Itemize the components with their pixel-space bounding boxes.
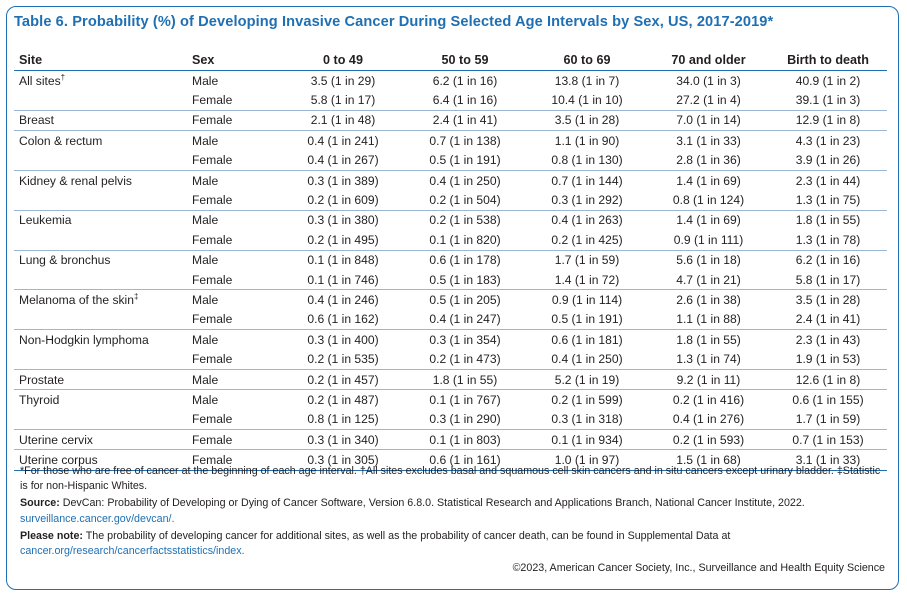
table-body bbox=[14, 71, 887, 471]
cell-0-to-49: 0.1 (1 in 746) bbox=[282, 270, 404, 290]
cell-site bbox=[14, 170, 192, 190]
cell-50-to-59: 0.2 (1 in 538) bbox=[429, 213, 501, 228]
cell-50-to-59: 0.1 (1 in 767) bbox=[429, 392, 501, 407]
cell-0-to-49: 0.3 (1 in 400) bbox=[307, 332, 379, 347]
cell-0-to-49: 3.5 (1 in 29) bbox=[310, 73, 376, 88]
site-name: Uterine corpus bbox=[19, 453, 98, 468]
cell-site bbox=[14, 210, 192, 230]
cell-50-to-59: 0.5 (1 in 191) bbox=[404, 151, 526, 171]
cell-60-to-69: 0.4 (1 in 263) bbox=[551, 213, 623, 228]
cell-0-to-49: 0.4 (1 in 267) bbox=[282, 151, 404, 171]
cell-70-and-older: 0.9 (1 in 111) bbox=[648, 230, 769, 250]
cell-60-to-69: 10.4 (1 in 10) bbox=[526, 90, 648, 110]
cell-50-to-59: 6.2 (1 in 16) bbox=[432, 73, 498, 88]
column-header-50-to-59: 50 to 59 bbox=[404, 50, 526, 71]
cell-50-to-59: 0.4 (1 in 250) bbox=[429, 173, 501, 188]
cell-site bbox=[14, 131, 192, 151]
cell-50-to-59: 0.2 (1 in 473) bbox=[404, 349, 526, 369]
table-row bbox=[14, 210, 887, 230]
cell-site bbox=[14, 270, 192, 290]
footnote-mark: ‡ bbox=[133, 291, 139, 301]
cell-sex: Female bbox=[192, 90, 282, 110]
cell-60-to-69: 0.5 (1 in 191) bbox=[526, 310, 648, 330]
cell-sex: Male bbox=[192, 73, 219, 88]
table-row bbox=[14, 330, 887, 350]
site-name: Melanoma of the skin bbox=[19, 292, 134, 307]
table-row bbox=[14, 131, 887, 151]
site-name: Prostate bbox=[19, 372, 65, 387]
cell-birth-to-death: 39.1 (1 in 3) bbox=[769, 90, 887, 110]
cell-birth-to-death: 3.1 (1 in 33) bbox=[769, 450, 887, 470]
cell-60-to-69: 0.9 (1 in 114) bbox=[551, 292, 623, 307]
cell-sex: Female bbox=[192, 230, 282, 250]
cell-70-and-older: 1.8 (1 in 55) bbox=[676, 332, 741, 347]
source-label: Source: bbox=[20, 497, 60, 510]
cell-0-to-49: 5.8 (1 in 17) bbox=[282, 90, 404, 110]
cell-birth-to-death: 12.6 (1 in 8) bbox=[769, 369, 887, 389]
cell-site bbox=[14, 330, 192, 350]
cell-sex: Male bbox=[192, 173, 219, 188]
cell-50-to-59: 0.7 (1 in 138) bbox=[429, 133, 501, 148]
cell-50-to-59: 0.4 (1 in 247) bbox=[404, 310, 526, 330]
cell-birth-to-death: 40.9 (1 in 2) bbox=[795, 73, 861, 88]
cell-70-and-older: 4.7 (1 in 21) bbox=[648, 270, 769, 290]
column-header-60-to-69: 60 to 69 bbox=[526, 50, 648, 71]
cell-sex: Female bbox=[192, 151, 282, 171]
cell-50-to-59: 0.5 (1 in 205) bbox=[429, 292, 501, 307]
cell-60-to-69: 0.4 (1 in 250) bbox=[526, 349, 648, 369]
cell-site bbox=[14, 71, 192, 91]
probability-table bbox=[14, 50, 887, 471]
cell-site bbox=[14, 290, 192, 310]
cell-sex: Male bbox=[192, 369, 282, 389]
cell-sex: Female bbox=[192, 270, 282, 290]
cell-50-to-59: 0.6 (1 in 178) bbox=[429, 253, 501, 268]
cell-site bbox=[14, 430, 192, 450]
cell-birth-to-death: 0.7 (1 in 153) bbox=[769, 430, 887, 450]
table-row bbox=[14, 270, 887, 290]
copyright: ©2023, American Cancer Society, Inc., Surveillance and Health Equity Science bbox=[512, 562, 885, 574]
cell-60-to-69: 1.1 (1 in 90) bbox=[554, 133, 620, 148]
site-name: Leukemia bbox=[19, 213, 72, 228]
cell-60-to-69: 3.5 (1 in 28) bbox=[526, 110, 648, 130]
cell-60-to-69: 1.7 (1 in 59) bbox=[554, 253, 620, 268]
cell-0-to-49: 0.3 (1 in 340) bbox=[282, 430, 404, 450]
cell-50-to-59: 0.3 (1 in 290) bbox=[404, 410, 526, 430]
cell-70-and-older: 34.0 (1 in 3) bbox=[676, 73, 741, 88]
cell-50-to-59: 6.4 (1 in 16) bbox=[404, 90, 526, 110]
cell-70-and-older: 7.0 (1 in 14) bbox=[648, 110, 769, 130]
source-link[interactable]: surveillance.cancer.gov/devcan/. bbox=[20, 512, 175, 525]
cell-70-and-older: 1.3 (1 in 74) bbox=[648, 349, 769, 369]
table-row bbox=[14, 430, 887, 450]
table-row bbox=[14, 230, 887, 250]
cell-50-to-59: 0.6 (1 in 161) bbox=[404, 450, 526, 470]
cell-0-to-49: 2.1 (1 in 48) bbox=[282, 110, 404, 130]
cell-70-and-older: 0.2 (1 in 593) bbox=[648, 430, 769, 450]
cell-sex: Female bbox=[192, 190, 282, 210]
cell-0-to-49: 0.2 (1 in 487) bbox=[307, 392, 379, 407]
cell-70-and-older: 9.2 (1 in 11) bbox=[648, 369, 769, 389]
cell-sex: Male bbox=[192, 213, 219, 228]
cell-0-to-49: 0.2 (1 in 609) bbox=[282, 190, 404, 210]
cell-60-to-69: 1.4 (1 in 72) bbox=[526, 270, 648, 290]
footnote-mark: † bbox=[60, 72, 66, 82]
cell-site bbox=[14, 410, 192, 430]
cell-60-to-69: 0.3 (1 in 318) bbox=[526, 410, 648, 430]
table-row bbox=[14, 349, 887, 369]
cell-0-to-49: 0.3 (1 in 305) bbox=[282, 450, 404, 470]
cell-60-to-69: 5.2 (1 in 19) bbox=[526, 369, 648, 389]
table-row bbox=[14, 390, 887, 410]
cell-0-to-49: 0.2 (1 in 457) bbox=[282, 369, 404, 389]
please-note-label: Please note: bbox=[20, 529, 83, 542]
cell-birth-to-death: 0.6 (1 in 155) bbox=[792, 392, 864, 407]
cell-70-and-older: 2.8 (1 in 36) bbox=[648, 151, 769, 171]
cell-60-to-69: 0.3 (1 in 292) bbox=[526, 190, 648, 210]
cell-50-to-59: 2.4 (1 in 41) bbox=[404, 110, 526, 130]
cell-sex: Female bbox=[192, 450, 282, 470]
table-row bbox=[14, 170, 887, 190]
cell-site bbox=[14, 90, 192, 110]
cell-sex: Female bbox=[192, 410, 282, 430]
cell-70-and-older: 1.5 (1 in 68) bbox=[648, 450, 769, 470]
cell-0-to-49: 0.3 (1 in 380) bbox=[307, 213, 379, 228]
cell-50-to-59: 0.2 (1 in 504) bbox=[404, 190, 526, 210]
column-header-0-to-49: 0 to 49 bbox=[282, 50, 404, 71]
cell-site bbox=[14, 310, 192, 330]
cell-60-to-69: 0.2 (1 in 425) bbox=[526, 230, 648, 250]
cell-50-to-59: 0.5 (1 in 183) bbox=[404, 270, 526, 290]
cell-site bbox=[14, 369, 192, 389]
cell-site bbox=[14, 349, 192, 369]
cell-site bbox=[14, 151, 192, 171]
cell-0-to-49: 0.8 (1 in 125) bbox=[282, 410, 404, 430]
cell-60-to-69: 0.6 (1 in 181) bbox=[551, 332, 623, 347]
site-name: Breast bbox=[19, 113, 54, 128]
cell-sex: Female bbox=[192, 110, 282, 130]
cell-50-to-59: 1.8 (1 in 55) bbox=[404, 369, 526, 389]
cell-sex: Female bbox=[192, 430, 282, 450]
cell-birth-to-death: 2.3 (1 in 44) bbox=[795, 173, 861, 188]
cell-50-to-59: 0.1 (1 in 803) bbox=[404, 430, 526, 450]
cell-70-and-older: 1.4 (1 in 69) bbox=[676, 213, 741, 228]
table-row bbox=[14, 250, 887, 270]
header-row bbox=[14, 50, 887, 71]
cell-site bbox=[14, 390, 192, 410]
table-row bbox=[14, 110, 887, 130]
footnotes bbox=[20, 464, 890, 561]
cell-birth-to-death: 2.4 (1 in 41) bbox=[769, 310, 887, 330]
cell-50-to-59: 0.1 (1 in 820) bbox=[404, 230, 526, 250]
cell-site bbox=[14, 110, 192, 130]
cell-birth-to-death: 1.3 (1 in 75) bbox=[769, 190, 887, 210]
footnote-definitions: *For those who are free of cancer at the beginning of each age interval. †All sites excludes basal and squamous cell skin cancers and in situ cancers except urinary bladder. ‡Statistic is for non-Hispanic Whites. bbox=[20, 465, 881, 493]
cell-70-and-older: 2.6 (1 in 38) bbox=[676, 292, 741, 307]
site-name: Lung & bronchus bbox=[19, 253, 111, 268]
cell-site bbox=[14, 230, 192, 250]
table-row bbox=[14, 151, 887, 171]
cell-sex: Male bbox=[192, 292, 219, 307]
cell-birth-to-death: 1.9 (1 in 53) bbox=[769, 349, 887, 369]
site-name: Uterine cervix bbox=[19, 432, 93, 447]
cell-60-to-69: 0.2 (1 in 599) bbox=[551, 392, 623, 407]
source-note bbox=[20, 496, 890, 526]
cell-70-and-older: 0.2 (1 in 416) bbox=[672, 392, 745, 407]
cell-birth-to-death: 3.9 (1 in 26) bbox=[769, 151, 887, 171]
cell-60-to-69: 0.7 (1 in 144) bbox=[551, 173, 623, 188]
table-row bbox=[14, 290, 887, 310]
site-name: All sites bbox=[19, 73, 61, 88]
cell-birth-to-death: 1.3 (1 in 78) bbox=[769, 230, 887, 250]
cell-sex: Male bbox=[192, 332, 219, 347]
supplemental-data-link[interactable]: cancer.org/research/cancerfactsstatistics/index. bbox=[20, 545, 245, 558]
table-row bbox=[14, 310, 887, 330]
cell-birth-to-death: 1.8 (1 in 55) bbox=[795, 213, 861, 228]
cell-sex: Female bbox=[192, 310, 282, 330]
cell-birth-to-death: 6.2 (1 in 16) bbox=[795, 253, 861, 268]
cell-0-to-49: 0.6 (1 in 162) bbox=[282, 310, 404, 330]
cell-0-to-49: 0.1 (1 in 848) bbox=[307, 253, 379, 268]
table-row bbox=[14, 90, 887, 110]
cell-birth-to-death: 4.3 (1 in 23) bbox=[795, 133, 861, 148]
source-text: DevCan: Probability of Developing or Dying of Cancer Software, Version 6.8.0. Statistical Research and Applications Branch, National Cancer Institute, 2022. bbox=[59, 497, 805, 510]
cell-70-and-older: 0.4 (1 in 276) bbox=[648, 410, 769, 430]
cell-60-to-69: 13.8 (1 in 7) bbox=[554, 73, 620, 88]
cell-0-to-49: 0.2 (1 in 535) bbox=[282, 349, 404, 369]
cell-0-to-49: 0.3 (1 in 389) bbox=[307, 173, 379, 188]
cell-70-and-older: 1.4 (1 in 69) bbox=[676, 173, 741, 188]
cell-birth-to-death: 1.7 (1 in 59) bbox=[769, 410, 887, 430]
cell-70-and-older: 0.8 (1 in 124) bbox=[648, 190, 769, 210]
table-row bbox=[14, 410, 887, 430]
column-header-birth-to-death: Birth to death bbox=[769, 50, 887, 71]
cell-70-and-older: 5.6 (1 in 18) bbox=[676, 253, 741, 268]
table-row bbox=[14, 369, 887, 389]
cell-0-to-49: 0.4 (1 in 241) bbox=[307, 133, 379, 148]
column-header-sex: Sex bbox=[192, 50, 282, 71]
cell-site bbox=[14, 250, 192, 270]
site-name: Non-Hodgkin lymphoma bbox=[19, 332, 149, 347]
cell-birth-to-death: 2.3 (1 in 43) bbox=[795, 332, 861, 347]
cell-50-to-59: 0.3 (1 in 354) bbox=[429, 332, 501, 347]
please-note bbox=[20, 529, 890, 559]
table-row bbox=[14, 71, 887, 91]
cell-70-and-older: 3.1 (1 in 33) bbox=[676, 133, 741, 148]
site-name: Colon & rectum bbox=[19, 133, 103, 148]
table-title: Table 6. Probability (%) of Developing Invasive Cancer During Selected Age Intervals by Sex, US, 2017-2019* bbox=[14, 14, 774, 30]
cell-sex: Male bbox=[192, 253, 219, 268]
cell-birth-to-death: 5.8 (1 in 17) bbox=[769, 270, 887, 290]
cell-0-to-49: 0.4 (1 in 246) bbox=[307, 292, 379, 307]
cell-60-to-69: 0.8 (1 in 130) bbox=[526, 151, 648, 171]
cell-sex: Male bbox=[192, 392, 219, 407]
cell-70-and-older: 27.2 (1 in 4) bbox=[648, 90, 769, 110]
cell-0-to-49: 0.2 (1 in 495) bbox=[282, 230, 404, 250]
column-header-site: Site bbox=[14, 50, 192, 71]
cell-sex: Male bbox=[192, 133, 219, 148]
site-name: Thyroid bbox=[19, 392, 60, 407]
cell-birth-to-death: 3.5 (1 in 28) bbox=[795, 292, 861, 307]
cell-60-to-69: 0.1 (1 in 934) bbox=[526, 430, 648, 450]
site-name: Kidney & renal pelvis bbox=[19, 173, 132, 188]
cell-sex: Female bbox=[192, 349, 282, 369]
cell-site bbox=[14, 190, 192, 210]
cell-birth-to-death: 12.9 (1 in 8) bbox=[769, 110, 887, 130]
cell-60-to-69: 1.0 (1 in 97) bbox=[526, 450, 648, 470]
table-row bbox=[14, 190, 887, 210]
column-header-70-and-older: 70 and older bbox=[648, 50, 769, 71]
please-note-text: The probability of developing cancer for additional sites, as well as the probability of cancer death, can be found in Supplemental Data at bbox=[82, 529, 731, 542]
cell-70-and-older: 1.1 (1 in 88) bbox=[648, 310, 769, 330]
